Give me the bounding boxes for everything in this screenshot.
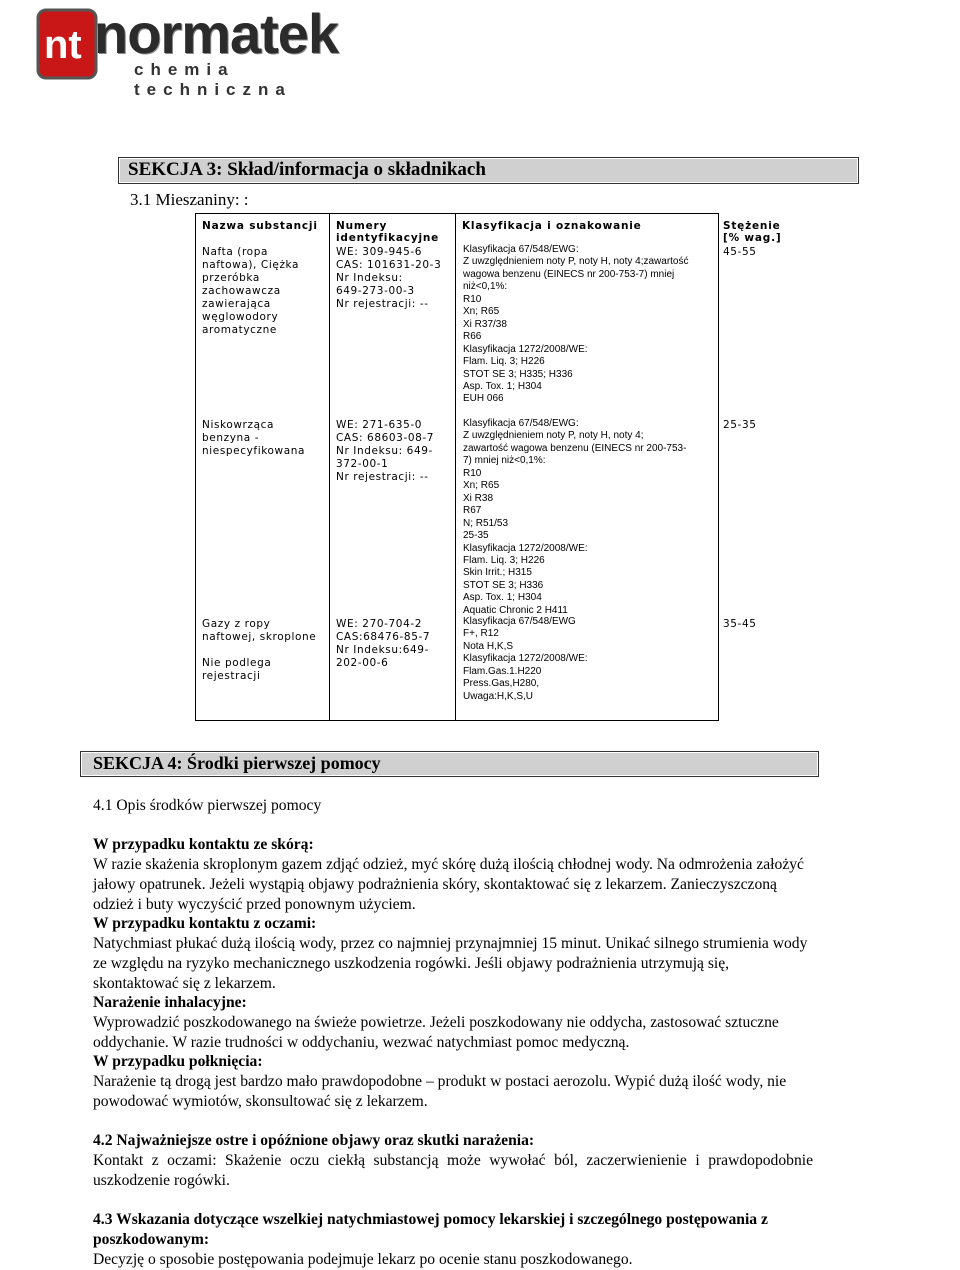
table-row-1-ids: WE: 309-945-6 CAS: 101631-20-3 Nr Indeksu: 649-273-00-3 Nr rejestracji: -- [336,246,442,310]
eye-contact-title: W przypadku kontaktu z oczami: [93,915,317,932]
section-4-3-title: 4.3 Wskazania dotyczące wszelkiej natychmiastowej pomocy lekarskiej i szczególnego postępowania z poszkodowanym: [93,1211,768,1248]
section3-header [118,157,859,184]
table-border [718,213,719,721]
table-row-2-concentration: 25-35 [723,419,757,431]
section-4-3-text: Decyzję o sposobie postępowania podejmuje lekarz po ocenie stanu poszkodowanego. [93,1251,633,1268]
company-logo [36,2,339,99]
table-row-1-concentration: 45-55 [723,246,757,258]
skin-contact-title: W przypadku kontaktu ze skórą: [93,836,314,853]
section-4-2-text: Kontakt z oczami: Skażenie oczu ciekłą substancją może wywołać ból, zaczerwienienie i prawdopodobnie uszkodzenie rogówki. [93,1152,813,1189]
logo-name: normatek [94,2,339,65]
logo-mark-icon [36,8,98,80]
table-row-3-note: Nie podlega rejestracji [202,657,272,682]
table-row-3-ids: WE: 270-704-2 CAS:68476-85-7 Nr Indeksu:649- 202-00-6 [336,618,431,669]
swallowing-title: W przypadku połknięcia: [93,1053,263,1070]
table-border [195,213,196,721]
table-row-2-classification: Klasyfikacja 67/548/EWG: Z uwzględnieniem noty P, noty H, noty 4; zawartość wagowa benzenu (EINECS nr 200-753- 7) mniej niż<0,1%: R10 Xn; R65 Xi R38 R67 N; R51/53 25-35 Klasyfikacja 1272/2008/WE: Flam. Liq. 3; H226 Skin Irrit.; H315 STOT SE 3; H336 Asp. Tox. 1; H304 Aquatic Chronic 2 H411 [463,418,687,616]
table-border [455,213,456,721]
swallowing-text: Narażenie tą drogą jest bardzo mało prawdopodobne – produkt w postaci aerozolu. Wypić dużą ilość wody, nie powodować wymiotów, skonsultować się z lekarzem. [93,1073,787,1110]
table-row-3-classification: Klasyfikacja 67/548/EWG F+, R12 Nota H,K,S Klasyfikacja 1272/2008/WE: Flam.Gas.1.H220 Press.Gas,H280, Uwaga:H,K,S,U [463,616,588,702]
composition-table [195,213,782,721]
table-row-2-name: Niskowrząca benzyna - niespecyfikowana [202,419,306,457]
table-row-3-concentration: 35-45 [723,618,757,630]
skin-contact-text: W razie skażenia skroplonym gazem zdjąć odzież, myć skórę dużą ilością chłodnej wody. Na odmrożenia założyć jałowy opatrunek. Jeżeli wystąpią objawy podrażnienia skóry, skontaktować się z lekarzem. Zanieczyszczoną odzież i buty wyczyścić przed ponownym użyciem. [93,856,804,913]
inhalation-text: Wyprowadzić poszkodowanego na świeże powietrze. Jeżeli poszkodowany nie oddycha, zastosować sztuczne oddychanie. W razie trudności w oddychaniu, wezwać natychmiast pomoc medyczną. [93,1014,779,1051]
header-ids: Numery identyfikacyjne [336,220,440,244]
section4-header [80,751,819,777]
logo-tagline: chemia techniczna [134,60,292,99]
eye-contact-text: Natychmiast płukać dużą ilością wody, przez co najmniej przynajmniej 15 minut. Unikać silnego strumienia wody ze względu na ryzyko mechanicznego uszkodzenia rogówki. Jeśli objawy podrażnienia utrzymują się, skontaktować się z lekarzem. [93,935,808,992]
mixtures-title: 3.1 Mieszaniny: : [130,190,249,209]
table-border [195,213,719,214]
table-row-1-classification: Klasyfikacja 67/548/EWG: Z uwzględnieniem noty P, noty H, noty 4;zawartość wagowa benzenu (EINECS nr 200-753-7) mniej niż<0,1%: R10 Xn; R65 Xi R37/38 R66 Klasyfikacja 1272/2008/WE: Flam. Liq. 3; H226 STOT SE 3; H335; H336 Asp. Tox. 1; H304 EUH 066 [463,244,689,405]
table-row-1-name: Nafta (ropa naftowa), Ciężka przeróbka zachowawcza zawierająca węglowodory aromatyczne [202,246,300,336]
section-4-1-title: 4.1 Opis środków pierwszej pomocy [93,797,322,814]
header-substance: Nazwa substancji [202,220,318,232]
header-classification: Klasyfikacja i oznakowanie [462,220,642,232]
table-border [329,213,330,721]
table-row-3-name: Gazy z ropy naftowej, skroplone [202,618,317,643]
inhalation-title: Narażenie inhalacyjne: [93,994,247,1011]
section4-title: SEKCJA 4: Środki pierwszej pomocy [93,753,381,773]
section3-title: SEKCJA 3: Skład/informacja o składnikach [128,159,486,180]
header-concentration: Stężenie [% wag.] [723,220,782,244]
table-border [195,720,719,721]
logo-mark-text: nt [44,23,82,67]
table-row-2-ids: WE: 271-635-0 CAS: 68603-08-7 Nr Indeksu: 649- 372-00-1 Nr rejestracji: -- [336,419,435,483]
section-4-2-title: 4.2 Najważniejsze ostre i opóźnione objawy oraz skutki narażenia: [93,1132,535,1149]
